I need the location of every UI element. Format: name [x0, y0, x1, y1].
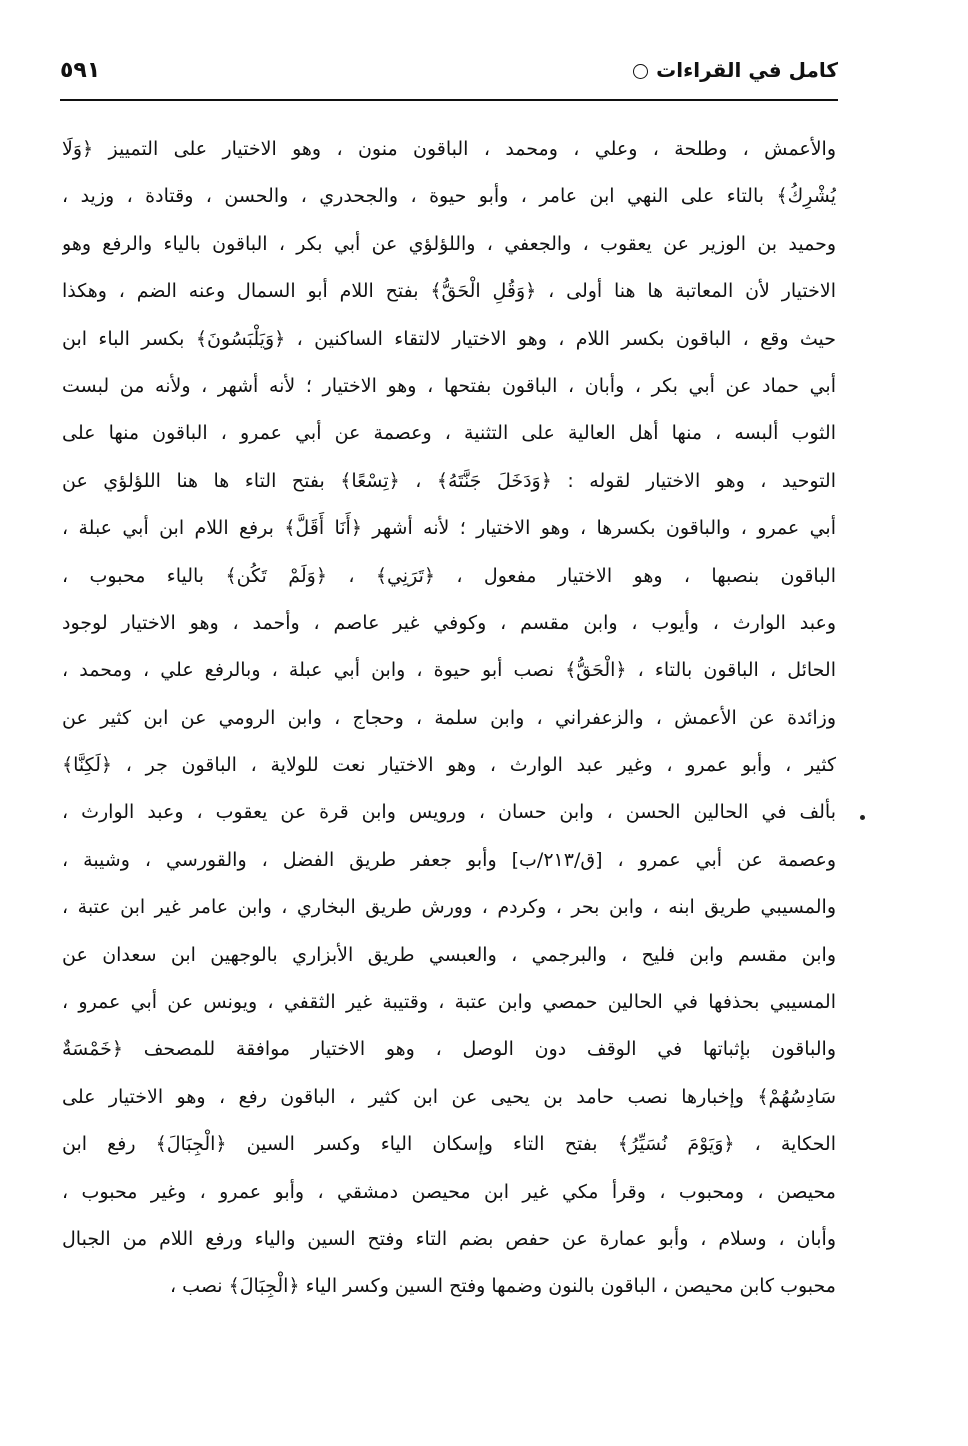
text-line: والمسيبي طريق ابنه ، وابن بحر ، وكردم ، وورش طريق البخاري ، وابن عامر غير ابن عتبة ، — [62, 896, 836, 919]
text-line: سَادِسُهُمْ﴾ وإخبارها نصب حامد بن يحيى عن ابن كثير ، الباقون رفع ، وهو الاختيار على — [62, 1085, 836, 1108]
text-line: التوحيد ، وهو الاختيار لقوله : ﴿وَدَخَلَ جَنَّتَهُ﴾ ، ﴿تِسْعًا﴾ بفتح التاء ها هنا اللؤلؤي عن — [62, 469, 836, 492]
text-line: وحميد بن الوزير عن يعقوب ، والجعفي ، واللؤلؤي عن أبي بكر ، الباقون بالياء والرفع وهو — [62, 232, 836, 255]
text-line: الحائل ، الباقون بالتاء ، ﴿الْحَقُّ﴾ نصب أبو حيوة ، وابن أبي عبلة ، وبالرفع علي ، ومحمد ، — [62, 659, 836, 682]
text-line: وزائدة عن الأعمش ، والزعفراني ، وابن سلمة ، وحجاج ، وابن الرومي عن ابن كثير عن — [62, 706, 836, 729]
text-line: كثير ، وأبو عمرو ، وغير عبد الوارث ، وهو الاختيار نعت للولاية ، الباقون جر ، ﴿لَكِنَّا﴾ — [62, 754, 836, 777]
text-line: أبي عمرو ، والباقون بكسرها ، وهو الاختيار ؛ لأنه أشهر ﴿أَنَا أَقَلَّ﴾ برفع اللام ابن أبي عبلة ، — [62, 517, 836, 540]
text-line: بألف في الحالين الحسن ، وابن حسان ، ورويس وابن قرة عن يعقوب ، وعبد الوارث ، — [62, 801, 836, 824]
text-line: حيث وقع ، الباقون بكسر اللام ، وهو الاختيار لالتقاء الساكنين ، ﴿وَيَلْبَسُونَ﴾ بكسر الباء ابن — [62, 327, 836, 350]
text-line: أبي حماد عن أبي بكر ، وأبان ، الباقون بفتحها ، وهو الاختيار ؛ لأنه أشهر ، ولأنه من لبست — [62, 374, 836, 397]
page-number: ٥٩١ — [60, 58, 101, 83]
body-text — [62, 126, 836, 1311]
text-line: المسيبي بحذفها في الحالين حمصي وابن عتبة ، وقتيبة غير الثقفي ، ويونس عن أبي عمرو ، — [62, 991, 836, 1014]
margin-dot-mark — [860, 815, 865, 820]
text-line: الثوب ألبسه ، منها أهل العالية على التثنية ، وعصمة عن أبي عمرو ، الباقون منها على — [62, 422, 836, 445]
text-line: الحكاية ، ﴿وَيَوْمَ نُسَيِّرُ﴾ بفتح التاء وإسكان الياء وكسر السين ﴿الْجِبَالَ﴾ رفع ابن — [62, 1133, 836, 1156]
running-title-text: كامل في القراءات — [656, 58, 838, 82]
text-line: وأبان ، وسلام ، وأبو عمارة عن حفص بضم التاء وفتح السين والياء ورفع اللام من الجبال — [62, 1227, 836, 1250]
header-rule — [60, 99, 838, 101]
text-line: محبوب كابن محيصن ، الباقون بالنون وضمها وفتح السين وكسر الياء ﴿الْجِبَالَ﴾ نصب ، — [169, 1275, 836, 1298]
text-line: محيصن ، ومحبوب ، وقرأ مكي غير ابن محيصن دمشقي ، وأبو عمرو ، وغير محبوب ، — [62, 1180, 836, 1203]
text-line: وعصمة عن أبي عمرو ، [ق/٢١٣/ب] وأبو جعفر طريق الفضل ، والقورسي ، وشيبة ، — [62, 848, 836, 871]
text-line: وابن مقسم وابن فليح ، والبرجمي ، والعبسي طريق الأبزاري بالوجهين ابن سعدان عن — [62, 943, 836, 966]
text-line: يُشْرِكُ﴾ بالتاء على النهي ابن عامر ، وأبو حيوة ، والجحدري ، والحسن ، وقتادة ، وزيد ، — [62, 185, 836, 208]
text-line: الباقون بنصبها ، وهو الاختيار مفعول ، ﴿تَرَنِي﴾ ، ﴿وَلَمْ تَكُن﴾ بالياء محبوب ، — [62, 564, 836, 587]
page-header — [60, 52, 838, 96]
text-line: الاختيار لأن المعاتبة ها هنا أولى ، ﴿وَقُلِ الْحَقُّ﴾ بفتح اللام أبو السمال وعنه الضم ، وهكذا — [62, 280, 836, 303]
running-title — [633, 58, 838, 82]
text-line: والأعمش ، وطلحة ، وعلي ، ومحمد ، الباقون منون ، وهو الاختيار على التمييز ﴿وَلَا — [62, 138, 836, 160]
text-line: والباقون بإثباتها في الوقف دون الوصل ، وهو الاختيار موافقة للمصحف ﴿خَمْسَةٌ — [62, 1038, 836, 1061]
text-line: وعبد الوارث ، وأيوب ، وابن مقسم ، وكوفي غير عاصم ، وأحمد ، وهو الاختيار لوجود — [62, 611, 836, 634]
circle-ornament-icon — [633, 64, 648, 79]
